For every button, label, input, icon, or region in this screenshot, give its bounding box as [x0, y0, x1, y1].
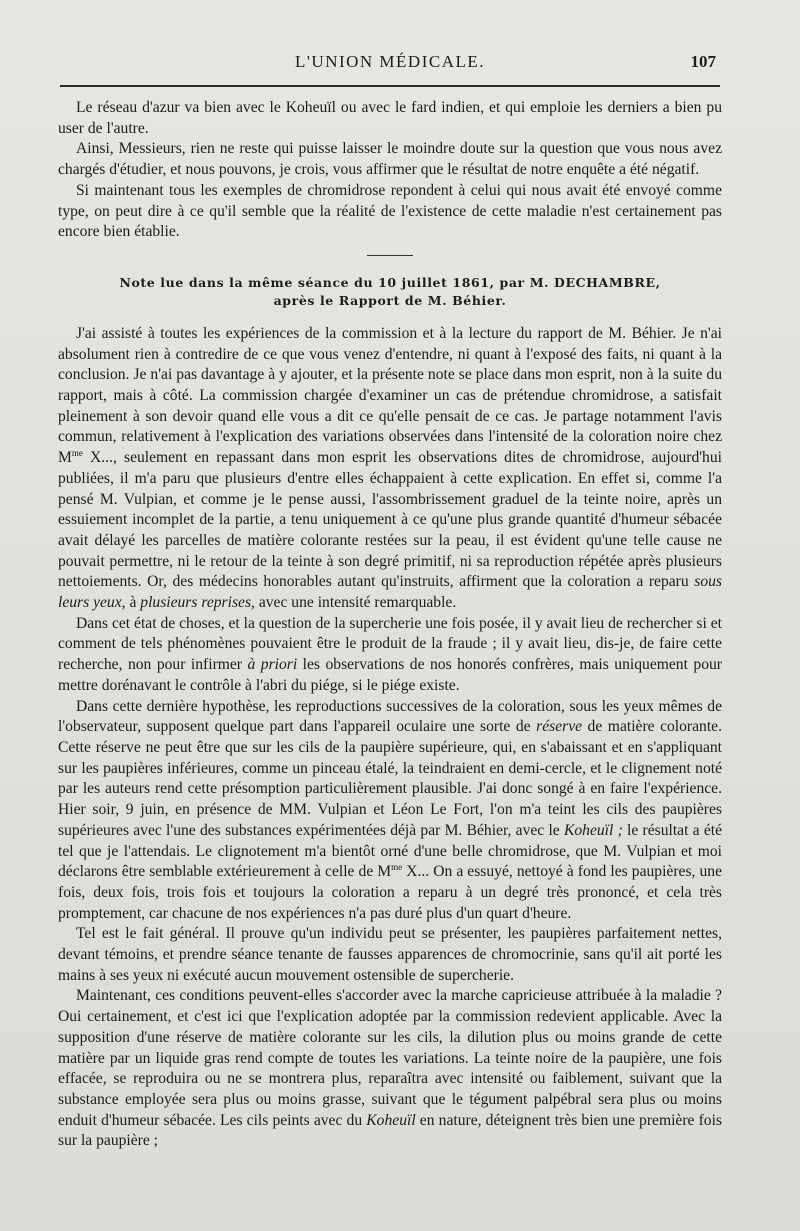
text-run: en nature, déteignent très bien une première fois sur la paupière ;	[58, 1111, 722, 1150]
paragraph: Si maintenant tous les exemples de chromidrose repondent à celui qui nous avait été envoyé comme type, on peut dire à ce qu'il semble que la réalité de l'existence de cette maladie n'est certainement pas encore bien établie.	[58, 181, 722, 241]
superscript: me	[71, 447, 83, 458]
paragraph: Tel est le fait général. Il prouve qu'un individu peut se présenter, les paupières parfaitement nettes, devant témoins, et prendre séance tenante de fausses apparences de chromocrinie, sans qu'il ait porté les mains à ses yeux ni exécuté aucun mouvement ostensible de supercherie.	[58, 925, 722, 984]
italic-text: Koheuïl	[366, 1111, 416, 1129]
note-heading	[58, 274, 722, 310]
text-run: X... On a essuyé, nettoyé à fond les paupières, une fois, deux fois, trois fois et toujours la coloration a reparu à un degré très prononcé, et cela très promptement, car chacune de nos expériences n'a pas duré plus d'un quart d'heure.	[58, 863, 722, 922]
superscript: me	[391, 862, 403, 873]
text-run: avec une intensité remarquable.	[254, 594, 457, 612]
running-title: L'UNION MÉDICALE.	[294, 52, 486, 71]
italic-text: Koheuïl ;	[563, 821, 623, 839]
italic-text: réserve	[536, 718, 583, 736]
italic-text: à priori	[247, 656, 298, 674]
text-run: J'ai assisté à toutes les expériences de la commission et à la lecture du rapport de M. Béhier. Je n'ai absolument rien à contredire de ce que vous venez d'entendre, ni quant à l'exposé des faits, ni quant à la conclusion. Je n'ai pas davantage à y ajouter, et la présente note se place dans mon esprit, non à la suite du rapport, mais à côté. La commission chargée d'examiner un cas de prétendue chromidrose, a satisfait pleinement à son devoir quand elle vous a dit ce qu'elle pensait de ce cas. Je partage notamment l'avis commun, relativement à l'explication des variations observées dans l'intensité de la coloration noire chez M	[58, 324, 722, 467]
text-run: le résultat a été tel que je l'attendais. Le clignotement m'a bientôt orné d'une belle chromidrose, que M. Vulpian et moi déclarons être semblable extérieurement à celle de M	[58, 821, 722, 881]
text-run: à	[125, 594, 141, 612]
section-separator	[367, 255, 413, 256]
italic-text: sous leurs yeux,	[58, 573, 722, 612]
note-heading-line: après le Rapport de M. Béhier.	[273, 292, 507, 308]
text-run: de matière colorante. Cette réserve ne peut être que sur les cils de la paupière supérieure, qui, en s'abaissant et en s'appliquant sur les paupières inférieures, comme un pinceau étalé, la teindraient en demi-cercle, et le clignement noté par les auteurs rend cette présomption particulièrement plausible. J'ai donc songé à en faire l'expérience. Hier soir, 9 juin, en présence de MM. Vulpian et Léon Le Fort, l'on m'a teint les cils des paupières supérieures avec l'une des substances expérimentées déjà par M. Béhier, avec le	[58, 718, 722, 839]
article-text	[58, 98, 722, 1152]
note-heading-line: Note lue dans la même séance du 10 juillet 1861, par M. DECHAMBRE,	[119, 274, 661, 290]
text-run: Maintenant, ces conditions peuvent-elles s'accorder avec la marche capricieuse attribuée à la maladie ? Oui certainement, et c'est ici que l'explication adoptée par la commission redevient applicable. Avec la supposition d'une réserve de matière colorante sur les cils, la dilution plus ou moins grande de cette matière par un liquide gras rend compte de toutes les variations. La teinte noire de la paupière, une fois effacée, se reproduira ou ne se montrera plus, reparaîtra avec intensité ou faiblement, suivant que la substance employée sera plus ou moins grasse, suivant que le tégument palpébral sera plus ou moins enduit d'humeur sébacée. Les cils peints avec du	[58, 987, 722, 1129]
paragraph	[58, 986, 722, 1152]
page-number: 107	[690, 52, 716, 71]
paragraph: Le réseau d'azur va bien avec le Koheuïl ou avec le fard indien, et qui emploie les derniers a bien pu user de l'autre.	[58, 99, 722, 137]
text-run: Dans cet état de choses, et la question de la supercherie une fois posée, il y avait lieu de rechercher si et comment de tels phénomènes pouvaient être le produit de la fraude ; il y avait lieu, dis-je, de faire cette recherche, non pour infirmer	[58, 614, 722, 674]
page-header	[60, 52, 720, 76]
paragraph	[58, 697, 722, 925]
text-run: Dans cette dernière hypothèse, les reproductions successives de la coloration, sous les yeux mêmes de l'observateur, supposent quelque part dans l'appareil oculaire une sorte de	[58, 697, 722, 736]
text-run: les observations de nos honorés confrères, mais uniquement pour mettre dorénavant le contrôle à l'abri du piége, si le piége existe.	[58, 656, 722, 694]
italic-text: plusieurs reprises,	[140, 594, 255, 612]
header-rule	[60, 85, 720, 87]
paragraph	[58, 614, 722, 697]
paragraph: Ainsi, Messieurs, rien ne reste qui puisse laisser le moindre doute sur la question que vous nous avez chargés d'étudier, et nous pouvons, je crois, vous affirmer que le résultat de notre enquête a été négatif.	[58, 140, 722, 179]
paragraph	[58, 324, 722, 614]
text-run: X..., seulement en repassant dans mon esprit les observations dites de chromidrose, aujourd'hui publiées, il m'a paru que plusieurs d'entre elles échappaient à cette explication. En effet si, comme l'a pensé M. Vulpian, et comme je le pense aussi, l'assombrissement graduel de la teinte noire, après un essuiement incomplet de la partie, a tenu uniquement à ce qu'une plus grande quantité d'humeur sébacée avait délayé les parcelles de matière colorante restées sur la peau, il est évident qu'une telle cause ne pouvait permettre, ni le retour de la teinte à son degré primitif, ni sa reproduction répétée après plusieurs nettoiements. Or, des médecins honorables autant qu'instruits, affirment que la coloration a reparu	[58, 449, 722, 591]
